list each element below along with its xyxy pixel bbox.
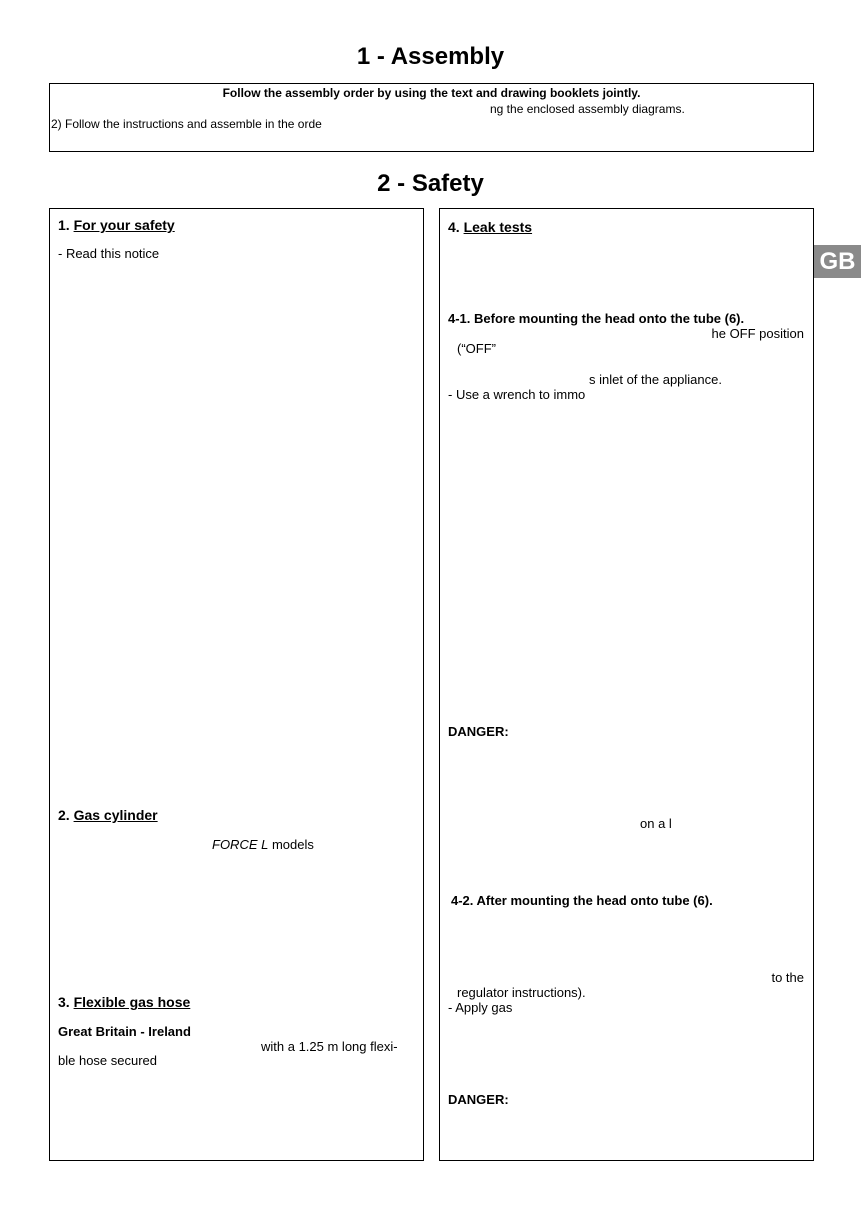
assembly-instruction: Follow the assembly order by using the text and drawing booklets jointly. bbox=[222, 86, 641, 100]
section-3-line-1: with a 1.25 m long flexi- bbox=[261, 1039, 398, 1054]
section-4-2-line-2: regulator instructions). bbox=[457, 985, 586, 1000]
section-4-1-line-1: he OFF position bbox=[711, 326, 804, 341]
section-4-heading bbox=[448, 218, 532, 236]
language-tab-gb: GB bbox=[814, 245, 861, 278]
section-1-heading bbox=[58, 216, 175, 234]
section-2-text bbox=[212, 837, 314, 853]
section-1-text: - Read this notice bbox=[58, 246, 160, 261]
danger-1-fragment: on a l bbox=[640, 816, 672, 831]
section-3-title: Flexible gas hose bbox=[73, 994, 191, 1010]
danger-label-2: DANGER: bbox=[448, 1092, 509, 1107]
safety-title: 2 - Safety bbox=[377, 170, 484, 197]
section-3-number: 3. bbox=[58, 994, 74, 1010]
assembly-box bbox=[49, 83, 814, 152]
assembly-title: 1 - Assembly bbox=[356, 43, 505, 70]
safety-left-column bbox=[49, 208, 424, 1161]
section-4-number: 4. bbox=[448, 219, 464, 235]
section-4-2-title: 4-2. After mounting the head onto tube (6). bbox=[451, 893, 713, 908]
section-4-1-line-3: s inlet of the appliance. bbox=[589, 372, 722, 387]
section-3-heading bbox=[58, 993, 190, 1011]
section-2-number: 2. bbox=[58, 807, 74, 823]
assembly-line-3: 2) Follow the instructions and assemble in the orde bbox=[51, 117, 322, 131]
model-name: FORCE L bbox=[212, 837, 269, 852]
safety-right-column bbox=[439, 208, 814, 1161]
section-1-number: 1. bbox=[58, 217, 74, 233]
danger-label-1: DANGER: bbox=[448, 724, 509, 739]
section-4-2-line-1: to the bbox=[771, 970, 804, 985]
section-3-line-2: ble hose secured bbox=[58, 1053, 158, 1068]
section-2-title: Gas cylinder bbox=[73, 807, 158, 823]
section-4-1-line-2: (“OFF” bbox=[457, 341, 496, 356]
section-2-heading bbox=[58, 806, 158, 824]
section-4-2-line-3: - Apply gas bbox=[448, 1000, 513, 1015]
section-4-1-title: 4-1. Before mounting the head onto the tube (6). bbox=[448, 311, 745, 326]
section-2-models: models bbox=[268, 837, 314, 852]
section-4-title: Leak tests bbox=[463, 219, 533, 235]
section-1-title: For your safety bbox=[73, 217, 175, 233]
section-4-1-line-4: - Use a wrench to immo bbox=[448, 387, 586, 402]
section-3-subheading: Great Britain - Ireland bbox=[58, 1024, 191, 1039]
assembly-line-2: ng the enclosed assembly diagrams. bbox=[490, 102, 685, 116]
